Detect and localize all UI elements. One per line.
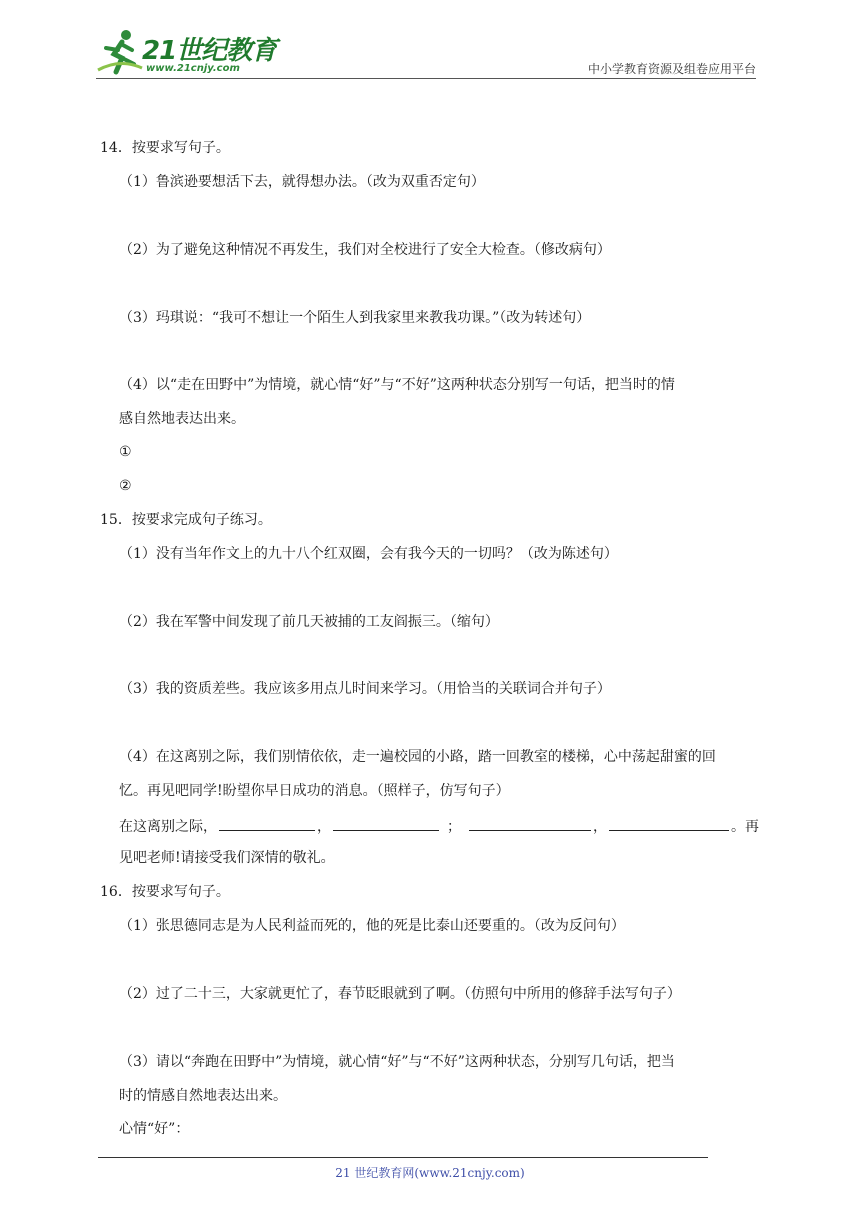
fill-comma-2: ， xyxy=(593,819,607,835)
page-footer[interactable]: 21 世纪教育网(www.21cnjy.com) xyxy=(335,1166,525,1180)
question-14-item-1: （1）鲁滨逊要想活下去，就得想办法。（改为双重否定句） xyxy=(119,174,485,190)
answer-blank-4[interactable] xyxy=(609,815,729,831)
question-14-item-4: （4）以“走在田野中”为情境，就心情“好”与“不好”这两种状态分别写一句话，把当时的情 xyxy=(119,377,675,393)
logo-url: www.21cnjy.com xyxy=(146,63,240,74)
question-14-title: 14．按要求写句子。 xyxy=(100,140,230,156)
runner-icon xyxy=(96,28,144,78)
question-15-item-3: （3）我的资质差些。我应该多用点儿时间来学习。（用恰当的关联词合并句子） xyxy=(119,681,611,697)
question-14-item-3: （3）玛琪说：“我可不想让一个陌生人到我家里来教我功课。”（改为转述句） xyxy=(119,310,591,326)
question-16-item-1: （1）张思德同志是为人民利益而死的，他的死是比泰山还要重的。（改为反问句） xyxy=(119,918,625,934)
question-15-item-4: （4）在这离别之际，我们别情依依，走一遍校园的小路，踏一回教室的楼梯，心中荡起甜蜜的回 xyxy=(119,749,716,765)
logo-title: 21世纪教育 xyxy=(142,36,277,66)
fill-start: 在这离别之际， xyxy=(119,819,217,835)
fill-comma-1: ， xyxy=(317,819,331,835)
question-16-item-3: （3）请以“奔跑在田野中”为情境，就心情“好”与“不好”这两种状态，分别写几句话，把当 xyxy=(119,1054,675,1070)
header-divider xyxy=(96,78,756,79)
fill-end: 。再 xyxy=(731,819,759,835)
mood-good-label: 心情“好”： xyxy=(119,1121,190,1137)
answer-marker-1: ① xyxy=(119,444,132,460)
page-header xyxy=(0,0,860,90)
question-16-item-2: （2）过了二十三，大家就更忙了，春节眨眼就到了啊。（仿照句中所用的修辞手法写句子） xyxy=(119,986,681,1002)
answer-marker-2: ② xyxy=(119,478,132,494)
answer-blank-2[interactable] xyxy=(333,815,439,831)
question-15-item-1: （1）没有当年作文上的九十八个红双圈，会有我今天的一切吗？（改为陈述句） xyxy=(119,546,618,562)
question-14-item-2: （2）为了避免这种情况不再发生，我们对全校进行了安全大检查。（修改病句） xyxy=(119,242,611,258)
question-15-title: 15．按要求完成句子练习。 xyxy=(100,512,272,528)
footer-divider xyxy=(98,1157,708,1158)
fill-semicolon: ； xyxy=(447,819,461,835)
question-16-title: 16．按要求写句子。 xyxy=(100,884,230,900)
question-15-item-4-cont: 忆。再见吧同学!盼望你早日成功的消息。（照样子，仿写句子） xyxy=(119,783,510,799)
answer-blank-3[interactable] xyxy=(469,815,591,831)
question-14-item-4-cont: 感自然地表达出来。 xyxy=(119,411,245,427)
site-logo[interactable] xyxy=(96,28,277,82)
fill-in-sentence xyxy=(119,815,759,837)
header-tagline: 中小学教育资源及组卷应用平台 xyxy=(587,62,756,76)
question-15-item-2: （2）我在军警中间发现了前几天被捕的工友阎振三。（缩句） xyxy=(119,614,499,630)
question-15-item-4-end: 见吧老师!请接受我们深情的敬礼。 xyxy=(119,850,335,866)
question-16-item-3-cont: 时的情感自然地表达出来。 xyxy=(119,1088,287,1104)
answer-blank-1[interactable] xyxy=(219,815,315,831)
